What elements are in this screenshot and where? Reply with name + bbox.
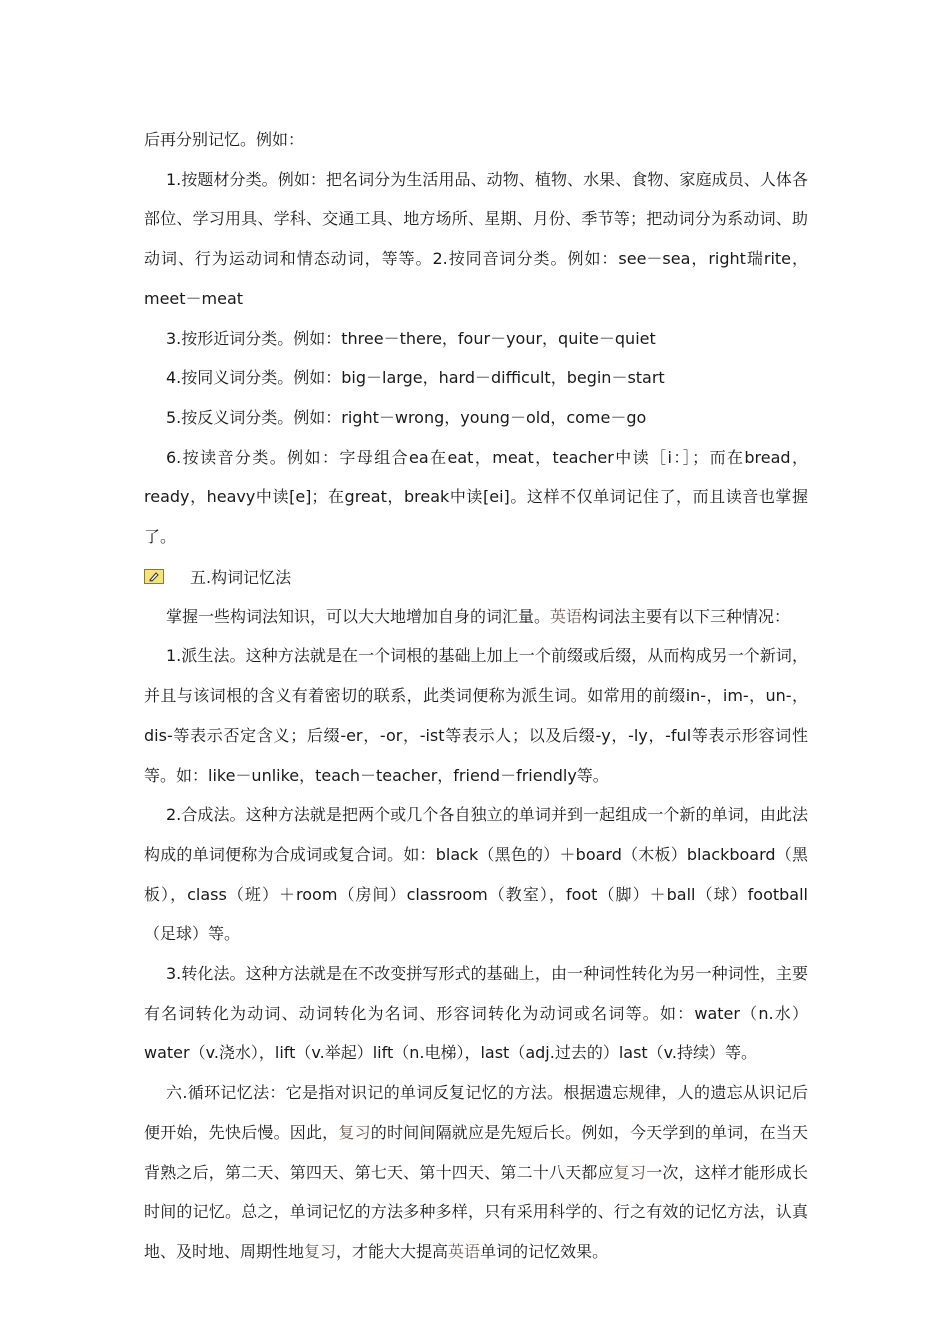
section-heading-word-formation <box>144 557 808 597</box>
text-segment: 六.循环记忆法：它是指对识记的单词反复记忆的方法。根据遗忘规律，人的遗忘从识记后便开始，先快后慢。因此， <box>144 1083 808 1142</box>
text-segment: 掌握一些构词法知识，可以大大地增加自身的词汇量。 <box>166 606 551 626</box>
paragraph-word-formation-intro <box>144 597 808 637</box>
paragraph-pronunciation: 6.按读音分类。例如：字母组合ea在eat，meat，teacher中读［i：］；而在bread，ready，heavy中读[e]；在great，break中读[ei]。这样不仅单词记住了，而且读音也掌握了。 <box>144 447 808 547</box>
paragraph-compounding: 2.合成法。这种方法就是把两个或几个各自独立的单词并到一起组成一个新的单词，由此法构成的单词便称为合成词或复合词。如：black（黑色的）＋board（木板）blackboard（黑板），class（班）＋room（房间）classroom（教室），foot（脚）＋ball（球）football（足球）等。 <box>144 805 808 944</box>
link-review[interactable]: 复习 <box>338 1122 371 1142</box>
paragraph-conversion: 3.转化法。这种方法就是在不改变拼写形式的基础上，由一种词性转化为另一种词性，主要有名词转化为动词、动词转化为名词、形容词转化为动词或名词等。如：water（n.水）water（v.浇水），lift（v.举起）lift（n.电梯），last（adj.过去的）last（v.持续）等。 <box>144 964 808 1063</box>
link-english[interactable]: 英语 <box>448 1241 481 1261</box>
text-segment: 一次，这样才能形成长时间的记忆。总之，单词记忆的方法多种多样，只有采用科学的、行之有效的记忆方法，认真地、及时地、周期性地 <box>144 1162 808 1261</box>
paragraph-cyclic-memory <box>144 1073 808 1272</box>
paragraph-topic-classification: 1.按题材分类。例如：把名词分为生活用品、动物、植物、水果、食物、家庭成员、人体各部位、学习用具、学科、交通工具、地方场所、星期、月份、季节等；把动词分为系动词、助动词、行为运动词和情态动词，等等。2.按同音词分类。例如：see－sea，right瑞rite，meet－meat <box>144 169 808 308</box>
section-heading-text: 五.构词记忆法 <box>190 568 292 588</box>
link-review[interactable]: 复习 <box>613 1162 647 1182</box>
text-segment: 单词的记忆效果。 <box>480 1241 609 1261</box>
text-segment: ，才能大大提高 <box>336 1241 449 1261</box>
paragraph-derivation: 1.派生法。这种方法就是在一个词根的基础上加上一个前缀或后缀，从而构成另一个新词，并且与该词根的含义有着密切的联系，此类词便称为派生词。如常用的前缀in-，im-，un-，dis-等表示否定含义；后缀-er，-or，-ist等表示人；以及后缀-y，-ly，-ful等表示形容词性等。如：like－unlike，teach－teacher，friend－friendly等。 <box>144 646 808 785</box>
paragraph-intro-tail: 后再分别记忆。例如： <box>144 130 305 149</box>
link-english[interactable]: 英语 <box>550 606 583 626</box>
paragraph-similar-form: 3.按形近词分类。例如：three－there，four－your，quite－quiet <box>166 328 656 348</box>
paragraph-synonym: 4.按同义词分类。例如：big－large，hard－difficult，begin－start <box>166 368 665 388</box>
text-segment: 构词法主要有以下三种情况： <box>582 606 791 626</box>
paragraph-antonym: 5.按反义词分类。例如：right－wrong，young－old，come－go <box>166 407 647 427</box>
text-segment: 的时间间隔就应是先短后长。例如，今天学到的单词，在当天背熟之后，第二天、第四天、第七天、第十四天、第二十八天都应 <box>144 1122 808 1182</box>
pencil-note-icon <box>144 569 164 584</box>
link-review[interactable]: 复习 <box>304 1241 337 1261</box>
